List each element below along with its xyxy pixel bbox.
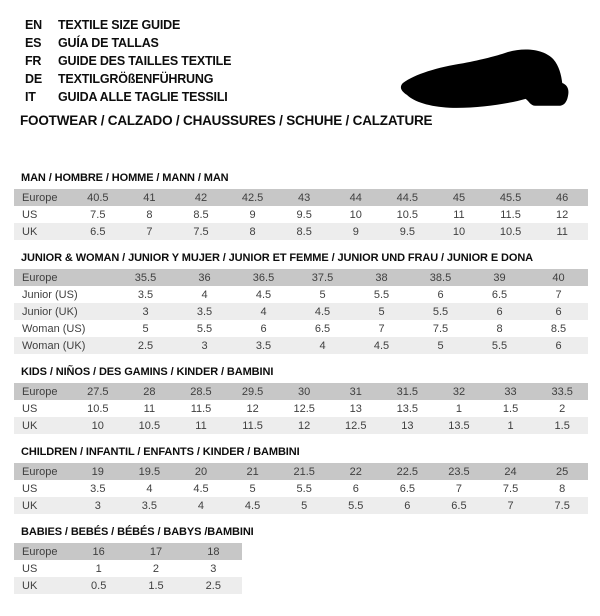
table-row — [14, 286, 588, 303]
size-cell: 40 — [552, 271, 565, 284]
size-cell: 1.5 — [502, 402, 519, 415]
section-title: CHILDREN / INFANTIL / ENFANTS / KINDER / BAMBINI — [21, 446, 300, 458]
size-cell: 6 — [555, 305, 562, 318]
man-size-section — [14, 171, 600, 240]
row-label: US — [22, 208, 38, 221]
size-cell: 6 — [555, 339, 562, 352]
row-label: Europe — [22, 271, 58, 284]
size-cell: 38 — [375, 271, 388, 284]
size-cell: 31 — [349, 385, 362, 398]
section-title: MAN / HOMBRE / HOMME / MANN / MAN — [21, 172, 229, 184]
size-cell: 20 — [194, 465, 208, 478]
row-label: Woman (US) — [22, 322, 86, 335]
size-cell: 10.5 — [499, 225, 522, 238]
row-label: US — [22, 402, 38, 415]
size-cell: 3.5 — [141, 499, 158, 512]
shoe-icon — [398, 49, 586, 115]
language-title: TEXTILE SIZE GUIDE — [58, 18, 181, 32]
language-title: TEXTILGRÖßENFÜHRUNG — [58, 72, 214, 86]
language-code: ES — [25, 36, 42, 50]
size-cell: 5 — [301, 499, 308, 512]
size-cell: 6 — [437, 288, 444, 301]
size-cell: 5.5 — [373, 288, 390, 301]
size-cell: 1 — [455, 402, 463, 415]
size-cell: 46 — [556, 191, 569, 204]
size-cell: 13 — [349, 402, 362, 415]
size-cell: 3 — [210, 562, 217, 575]
size-cell: 44.5 — [396, 191, 419, 204]
size-cell: 0.5 — [91, 579, 107, 592]
size-cell: 11 — [453, 208, 465, 221]
size-cell: 11 — [195, 419, 207, 432]
size-cell: 5 — [378, 305, 385, 318]
table-row — [14, 223, 588, 240]
row-label: Junior (US) — [22, 288, 78, 301]
size-cell: 9.5 — [399, 225, 415, 238]
size-cell: 5 — [142, 322, 149, 335]
size-cell: 13 — [401, 419, 414, 432]
table-row — [14, 543, 242, 560]
size-cell: 4 — [260, 305, 267, 318]
size-cell: 10.5 — [87, 402, 109, 415]
table-row — [14, 480, 588, 497]
size-cell: 2.5 — [137, 339, 154, 352]
table-row — [14, 497, 588, 514]
size-cell: 45.5 — [499, 191, 522, 204]
size-cell: 8 — [496, 322, 503, 335]
size-cell: 39 — [493, 271, 506, 284]
size-cell: 5 — [249, 482, 256, 495]
language-title: GUÍA DE TALLAS — [58, 36, 159, 50]
size-cell: 37.5 — [311, 271, 334, 284]
size-cell: 23.5 — [448, 465, 470, 478]
language-title: GUIDA ALLE TAGLIE TESSILI — [58, 90, 228, 104]
size-cell: 4.5 — [314, 305, 331, 318]
size-cell: 32 — [452, 385, 466, 398]
row-label: Europe — [22, 385, 58, 398]
language-code: EN — [25, 18, 42, 32]
size-cell: 6 — [260, 322, 267, 335]
size-cell: 5.5 — [296, 482, 312, 495]
size-cell: 6.5 — [399, 482, 415, 495]
size-cell: 13.5 — [396, 402, 419, 415]
size-cell: 29.5 — [241, 385, 264, 398]
size-cell: 10 — [91, 419, 104, 432]
size-cell: 2 — [152, 562, 160, 575]
table-row — [14, 303, 588, 320]
size-cell: 9 — [249, 208, 256, 221]
man-size-table — [14, 189, 588, 240]
document-header — [0, 16, 600, 128]
size-cell: 6.5 — [451, 499, 467, 512]
size-cell: 5.5 — [348, 499, 364, 512]
size-cell: 2 — [559, 402, 566, 415]
size-cell: 4.5 — [373, 339, 390, 352]
size-cell: 44 — [349, 191, 362, 204]
junior-woman-size-section — [14, 251, 600, 354]
size-cell: 10 — [452, 225, 466, 238]
size-cell: 6.5 — [491, 288, 508, 301]
size-cell: 18 — [207, 545, 220, 558]
size-cell: 40.5 — [87, 191, 109, 204]
size-cell: 41 — [143, 191, 156, 204]
row-label: Europe — [22, 545, 58, 558]
size-cell: 11.5 — [500, 208, 521, 221]
size-cell: 6 — [352, 482, 359, 495]
table-row — [14, 189, 588, 206]
size-cell: 9.5 — [296, 208, 312, 221]
size-cell: 1 — [507, 419, 514, 432]
size-cell: 5 — [437, 339, 444, 352]
size-cell: 3.5 — [90, 482, 106, 495]
size-cell: 36.5 — [252, 271, 275, 284]
size-cell: 28.5 — [190, 385, 212, 398]
size-cell: 11.5 — [242, 419, 263, 432]
textile-size-guide-document — [0, 16, 600, 616]
junior-woman-size-table — [14, 269, 588, 354]
table-row — [14, 463, 588, 480]
size-cell: 21.5 — [293, 465, 315, 478]
size-cell: 28 — [143, 385, 156, 398]
size-cell: 7 — [146, 225, 153, 238]
kids-size-table — [14, 383, 588, 434]
row-label: UK — [22, 225, 38, 238]
size-cell: 7 — [455, 482, 463, 495]
size-cell: 8 — [559, 482, 566, 495]
size-cell: 24 — [504, 465, 517, 478]
size-cell: 30 — [298, 385, 311, 398]
table-row — [14, 383, 588, 400]
size-cell: 8 — [249, 225, 256, 238]
size-cell: 5 — [319, 288, 326, 301]
size-cell: 19.5 — [138, 465, 161, 478]
table-row — [14, 337, 588, 354]
size-cell: 9 — [352, 225, 359, 238]
language-code: FR — [25, 54, 42, 68]
table-row — [14, 400, 588, 417]
size-cell: 8 — [146, 208, 153, 221]
size-cell: 17 — [149, 545, 163, 558]
row-label: US — [22, 562, 38, 575]
table-row — [14, 206, 588, 223]
size-cell: 5.5 — [491, 339, 508, 352]
language-title: GUIDE DES TAILLES TEXTILE — [58, 54, 232, 68]
size-cell: 21 — [246, 465, 259, 478]
size-cell: 3.5 — [137, 288, 154, 301]
size-cell: 16 — [92, 545, 105, 558]
size-cell: 12.5 — [345, 419, 367, 432]
size-cell: 5.5 — [432, 305, 449, 318]
size-cell: 22 — [349, 465, 362, 478]
table-row — [14, 560, 242, 577]
row-label: UK — [22, 419, 38, 432]
size-cell: 3 — [201, 339, 208, 352]
size-cell: 7.5 — [193, 225, 209, 238]
size-cell: 12 — [298, 419, 311, 432]
size-cell: 11 — [556, 225, 568, 238]
language-code: DE — [25, 72, 42, 86]
section-title: JUNIOR & WOMAN / JUNIOR Y MUJER / JUNIOR ET FEMME / JUNIOR UND FRAU / JUNIOR E DONA — [21, 252, 534, 264]
size-cell: 4 — [197, 499, 205, 512]
size-cell: 42 — [194, 191, 208, 204]
size-tables — [14, 171, 600, 594]
size-cell: 4.5 — [244, 499, 261, 512]
size-cell: 4.5 — [255, 288, 272, 301]
table-row — [14, 577, 242, 594]
size-cell: 3.5 — [255, 339, 272, 352]
table-row — [14, 417, 588, 434]
size-cell: 43 — [298, 191, 311, 204]
size-cell: 45 — [452, 191, 466, 204]
row-label: Europe — [22, 465, 58, 478]
language-row — [25, 16, 600, 34]
size-cell: 7 — [507, 499, 514, 512]
size-cell: 33.5 — [551, 385, 573, 398]
size-cell: 27.5 — [87, 385, 109, 398]
size-cell: 19 — [91, 465, 104, 478]
row-label: US — [22, 482, 38, 495]
size-cell: 2.5 — [205, 579, 221, 592]
row-label: UK — [22, 499, 38, 512]
section-title: BABIES / BEBÉS / BÉBÉS / BABYS /BAMBINI — [21, 526, 254, 538]
category-heading: FOOTWEAR / CALZADO / CHAUSSURES / SCHUHE / CALZATURE — [20, 113, 433, 128]
size-cell: 4 — [201, 288, 208, 301]
kids-size-section — [14, 365, 600, 434]
size-cell: 35.5 — [134, 271, 157, 284]
size-cell: 6.5 — [314, 322, 331, 335]
table-row — [14, 269, 588, 286]
size-cell: 1.5 — [148, 579, 164, 592]
size-cell: 25 — [556, 465, 569, 478]
size-cell: 5.5 — [196, 322, 213, 335]
size-cell: 12.5 — [293, 402, 315, 415]
size-cell: 6 — [496, 305, 503, 318]
table-row — [14, 320, 588, 337]
size-cell: 12 — [556, 208, 569, 221]
size-cell: 6.5 — [90, 225, 106, 238]
size-cell: 22.5 — [396, 465, 419, 478]
size-cell: 10.5 — [396, 208, 419, 221]
size-cell: 36 — [198, 271, 211, 284]
size-cell: 4 — [319, 339, 326, 352]
section-title: KIDS / NIÑOS / DES GAMINS / KINDER / BAMBINI — [21, 366, 274, 378]
row-label: UK — [22, 579, 38, 592]
size-cell: 3 — [94, 499, 101, 512]
size-cell: 12 — [246, 402, 259, 415]
size-cell: 7 — [378, 322, 385, 335]
size-cell: 8.5 — [193, 208, 209, 221]
size-cell: 7 — [555, 288, 562, 301]
size-cell: 8.5 — [296, 225, 312, 238]
size-cell: 10 — [349, 208, 362, 221]
size-cell: 8.5 — [550, 322, 567, 335]
row-label: Woman (UK) — [22, 339, 86, 352]
size-cell: 7.5 — [554, 499, 570, 512]
size-cell: 38.5 — [429, 271, 452, 284]
row-label: Junior (UK) — [22, 305, 78, 318]
size-cell: 7.5 — [502, 482, 519, 495]
babies-size-section — [14, 525, 600, 594]
size-cell: 7.5 — [432, 322, 449, 335]
size-cell: 6 — [404, 499, 411, 512]
size-cell: 3.5 — [196, 305, 213, 318]
size-cell: 10.5 — [138, 419, 161, 432]
size-cell: 1.5 — [554, 419, 570, 432]
language-code: IT — [25, 90, 36, 104]
children-size-table — [14, 463, 588, 514]
size-cell: 31.5 — [396, 385, 419, 398]
size-cell: 1 — [95, 562, 102, 575]
size-cell: 11.5 — [190, 402, 212, 415]
size-cell: 4.5 — [193, 482, 209, 495]
size-cell: 7.5 — [90, 208, 106, 221]
size-cell: 42.5 — [241, 191, 264, 204]
size-cell: 3 — [142, 305, 149, 318]
babies-size-table — [14, 543, 242, 594]
size-cell: 13.5 — [448, 419, 470, 432]
children-size-section — [14, 445, 600, 514]
size-cell: 33 — [504, 385, 517, 398]
size-cell: 4 — [146, 482, 153, 495]
size-cell: 11 — [143, 402, 156, 415]
row-label: Europe — [22, 191, 58, 204]
